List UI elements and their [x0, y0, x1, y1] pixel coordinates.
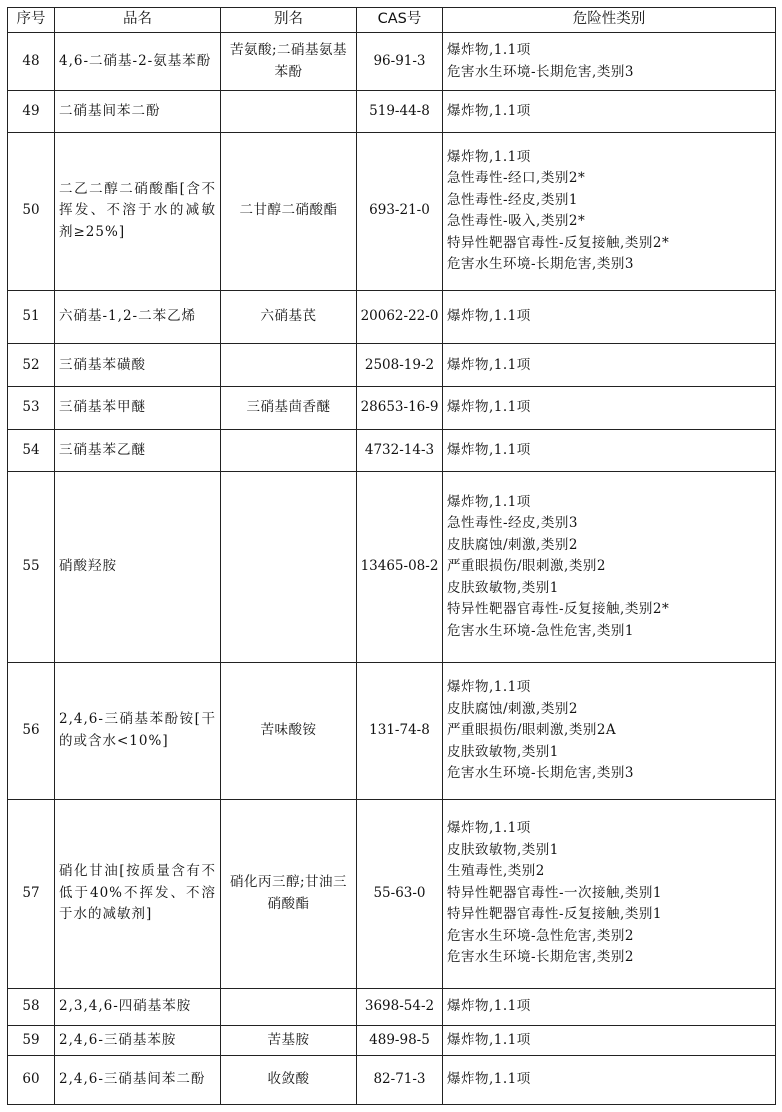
hazard-class-item: 急性毒性-吸入,类别2*: [447, 213, 586, 230]
hazard-class-item: 特异性靶器官毒性-一次接触,类别1: [447, 884, 662, 901]
hazard-class-item: 爆炸物,1.1项: [447, 148, 531, 165]
row-number: 48: [8, 33, 55, 91]
hazard-classes: [443, 1025, 776, 1056]
hazard-class-item: 危害水生环境-长期危害,类别3: [447, 765, 634, 782]
product-name: 2,3,4,6-四硝基苯胺: [55, 988, 221, 1025]
cas-number: 693-21-0: [357, 132, 443, 290]
hazard-classes: [443, 471, 776, 662]
hazard-class-item: 急性毒性-经皮,类别1: [447, 191, 578, 208]
row-number: 57: [8, 799, 55, 988]
hazard-classes: [443, 33, 776, 91]
hazard-classes: [443, 799, 776, 988]
cas-number: 82-71-3: [357, 1056, 443, 1105]
table-row: [8, 1025, 776, 1056]
header-name: 品名: [55, 8, 221, 33]
alias-name: 苦味酸铵: [221, 663, 357, 799]
table-row: [8, 132, 776, 290]
header-alias: 别名: [221, 8, 357, 33]
row-number: 49: [8, 91, 55, 133]
product-name: 二乙二醇二硝酸酯[含不挥发、不溶于水的减敏剂≥25%]: [55, 132, 221, 290]
alias-name: [221, 429, 357, 471]
alias-name: 三硝基茴香醚: [221, 387, 357, 430]
alias-name: 收敛酸: [221, 1056, 357, 1105]
hazard-class-item: 爆炸物,1.1项: [447, 308, 531, 325]
row-number: 52: [8, 344, 55, 387]
row-number: 55: [8, 471, 55, 662]
product-name: 2,4,6-三硝基苯酚铵[干的或含水<10%]: [55, 663, 221, 799]
hazard-class-item: 皮肤致敏物,类别1: [447, 743, 559, 760]
product-name: 硝化甘油[按质量含有不低于40%不挥发、不溶于水的减敏剂]: [55, 799, 221, 988]
hazard-classes: [443, 988, 776, 1025]
hazard-class-item: 爆炸物,1.1项: [447, 356, 531, 373]
hazard-classes: [443, 1056, 776, 1105]
hazard-classes: [443, 290, 776, 344]
hazard-class-item: 急性毒性-经口,类别2*: [447, 170, 586, 187]
product-name: 2,4,6-三硝基间苯二酚: [55, 1056, 221, 1105]
hazard-class-item: 爆炸物,1.1项: [447, 679, 531, 696]
table-row: [8, 988, 776, 1025]
cas-number: 2508-19-2: [357, 344, 443, 387]
hazard-class-item: 危害水生环境-长期危害,类别3: [447, 256, 634, 273]
cas-number: 28653-16-9: [357, 387, 443, 430]
alias-name: [221, 344, 357, 387]
row-number: 51: [8, 290, 55, 344]
hazard-class-item: 爆炸物,1.1项: [447, 1071, 531, 1088]
row-number: 59: [8, 1025, 55, 1056]
table-row: [8, 387, 776, 430]
alias-name: [221, 91, 357, 133]
hazard-class-item: 皮肤致敏物,类别1: [447, 579, 559, 596]
row-number: 53: [8, 387, 55, 430]
hazard-class-item: 皮肤致敏物,类别1: [447, 841, 559, 858]
hazard-classes: [443, 132, 776, 290]
alias-name: 苦氨酸;二硝基氨基苯酚: [221, 33, 357, 91]
hazard-classes: [443, 387, 776, 430]
alias-name: 硝化丙三醇;甘油三硝酸酯: [221, 799, 357, 988]
hazard-classes: [443, 344, 776, 387]
table-row: [8, 33, 776, 91]
alias-name: [221, 471, 357, 662]
table-row: [8, 429, 776, 471]
hazard-class-item: 皮肤腐蚀/刺激,类别2: [447, 700, 578, 717]
product-name: 二硝基间苯二酚: [55, 91, 221, 133]
hazard-class-item: 爆炸物,1.1项: [447, 399, 531, 416]
cas-number: 13465-08-2: [357, 471, 443, 662]
header-cas: CAS号: [357, 8, 443, 33]
product-name: 三硝基苯乙醚: [55, 429, 221, 471]
cas-number: 20062-22-0: [357, 290, 443, 344]
hazard-class-item: 皮肤腐蚀/刺激,类别2: [447, 536, 578, 553]
product-name: 三硝基苯磺酸: [55, 344, 221, 387]
product-name: 六硝基-1,2-二苯乙烯: [55, 290, 221, 344]
product-name: 2,4,6-三硝基苯胺: [55, 1025, 221, 1056]
table-row: [8, 799, 776, 988]
hazard-class-item: 严重眼损伤/眼刺激,类别2: [447, 558, 606, 575]
hazardous-chemicals-table: [7, 7, 776, 1105]
alias-name: 苦基胺: [221, 1025, 357, 1056]
hazard-class-item: 爆炸物,1.1项: [447, 493, 531, 510]
alias-name: 二甘醇二硝酸酯: [221, 132, 357, 290]
hazard-class-item: 严重眼损伤/眼刺激,类别2A: [447, 722, 617, 739]
cas-number: 3698-54-2: [357, 988, 443, 1025]
cas-number: 55-63-0: [357, 799, 443, 988]
hazard-classes: [443, 429, 776, 471]
hazard-class-item: 危害水生环境-长期危害,类别2: [447, 949, 634, 966]
cas-number: 489-98-5: [357, 1025, 443, 1056]
row-number: 60: [8, 1056, 55, 1105]
hazard-class-item: 爆炸物,1.1项: [447, 102, 531, 119]
cas-number: 519-44-8: [357, 91, 443, 133]
hazard-class-item: 爆炸物,1.1项: [447, 820, 531, 837]
alias-name: 六硝基芪: [221, 290, 357, 344]
hazard-class-item: 特异性靶器官毒性-反复接触,类别2*: [447, 234, 670, 251]
hazard-class-item: 危害水生环境-急性危害,类别2: [447, 927, 634, 944]
header-hazard: 危险性类别: [443, 8, 776, 33]
hazard-class-item: 爆炸物,1.1项: [447, 42, 531, 58]
cas-number: 131-74-8: [357, 663, 443, 799]
hazard-class-item: 特异性靶器官毒性-反复接触,类别2*: [447, 601, 670, 618]
product-name: 三硝基苯甲醚: [55, 387, 221, 430]
table-row: [8, 471, 776, 662]
row-number: 58: [8, 988, 55, 1025]
table-row: [8, 1056, 776, 1105]
product-name: 硝酸羟胺: [55, 471, 221, 662]
hazard-class-item: 急性毒性-经皮,类别3: [447, 515, 578, 532]
hazard-class-item: 生殖毒性,类别2: [447, 863, 545, 880]
table-row: [8, 91, 776, 133]
hazard-class-item: 危害水生环境-长期危害,类别3: [447, 63, 634, 80]
table-row: [8, 290, 776, 344]
hazard-class-item: 爆炸物,1.1项: [447, 441, 531, 458]
alias-name: [221, 988, 357, 1025]
cas-number: 96-91-3: [357, 33, 443, 91]
table-body: [8, 33, 776, 1105]
table-row: [8, 344, 776, 387]
row-number: 50: [8, 132, 55, 290]
row-number: 56: [8, 663, 55, 799]
table-row: [8, 663, 776, 799]
hazard-class-item: 危害水生环境-急性危害,类别1: [447, 622, 634, 639]
table-header-row: [8, 8, 776, 33]
hazard-class-item: 爆炸物,1.1项: [447, 1031, 531, 1048]
hazard-class-item: 爆炸物,1.1项: [447, 997, 531, 1014]
cas-number: 4732-14-3: [357, 429, 443, 471]
hazard-class-item: 特异性靶器官毒性-反复接触,类别1: [447, 906, 662, 923]
header-no: 序号: [8, 8, 55, 33]
row-number: 54: [8, 429, 55, 471]
hazard-classes: [443, 663, 776, 799]
product-name: 4,6-二硝基-2-氨基苯酚: [55, 33, 221, 91]
hazard-classes: [443, 91, 776, 133]
